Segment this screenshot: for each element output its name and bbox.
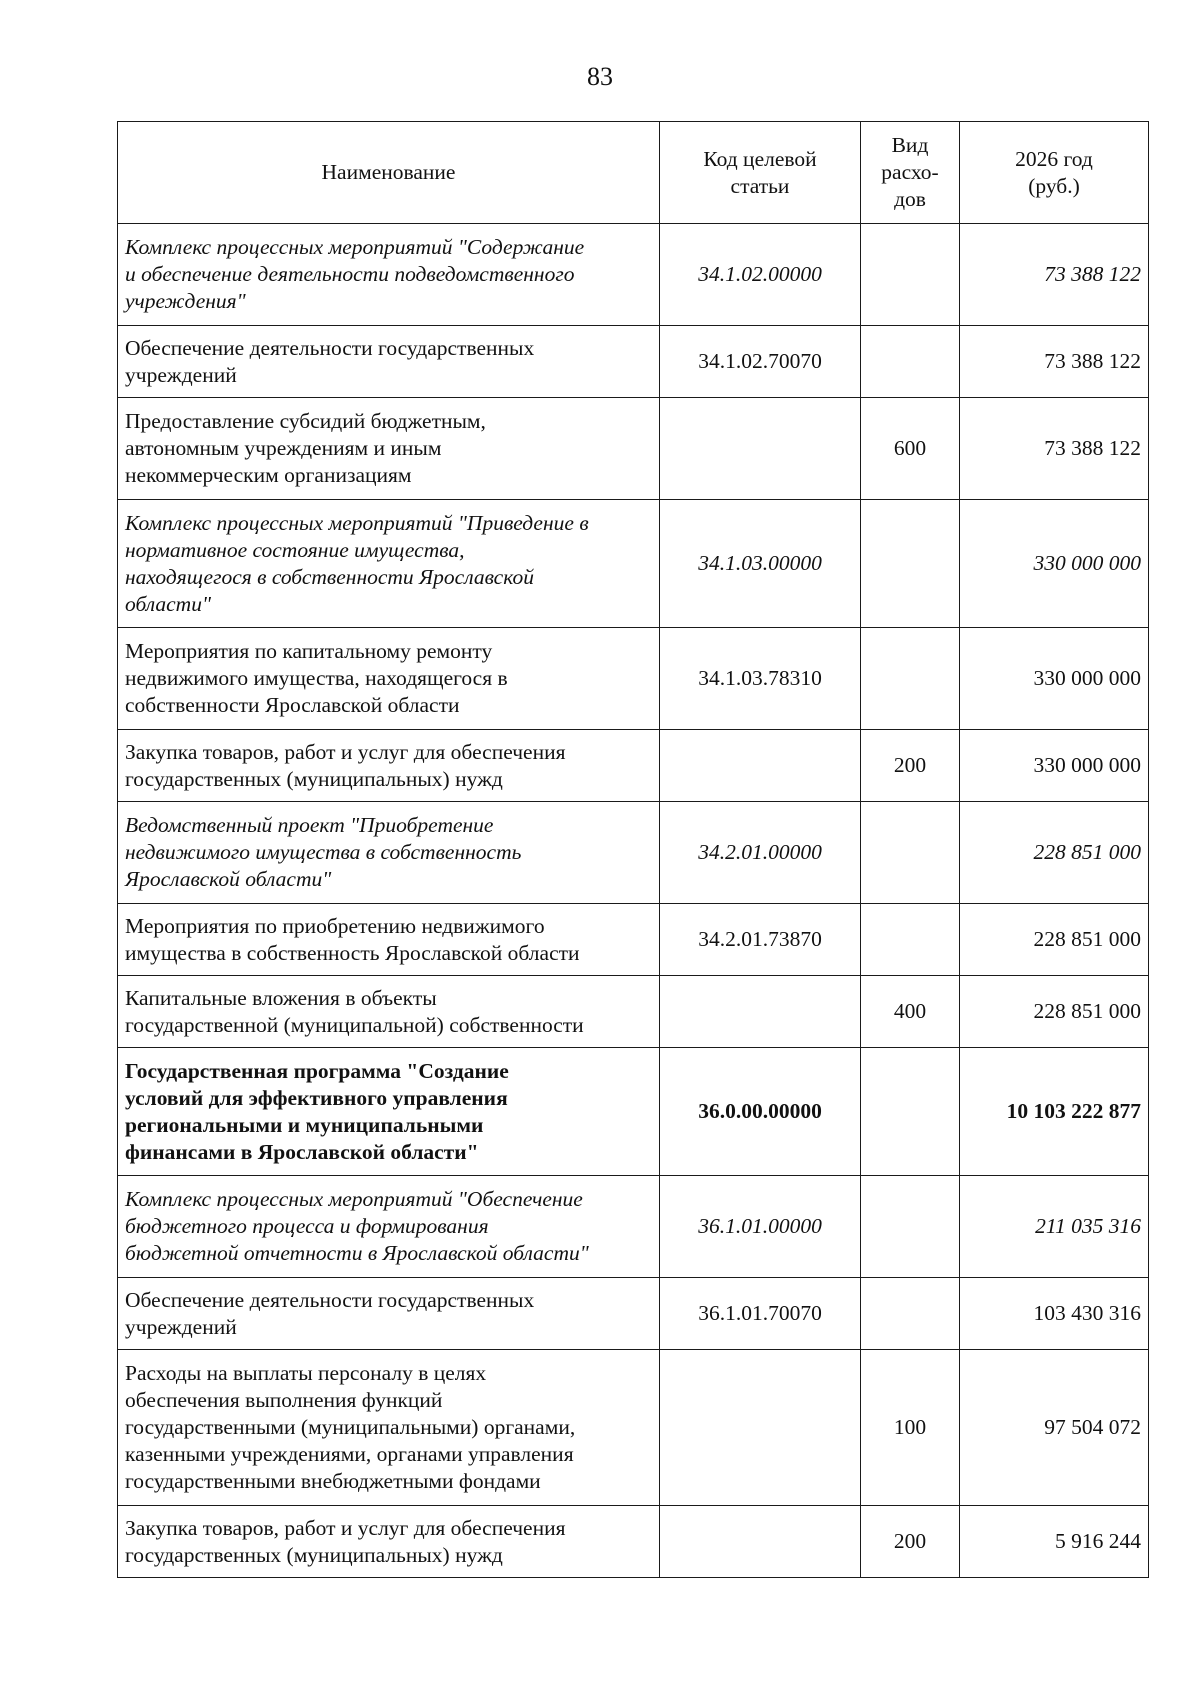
cell-expense-kind: 400 (861, 976, 960, 1048)
cell-name: Закупка товаров, работ и услуг для обеспечения государственных (муниципальных) нужд (118, 1506, 660, 1578)
cell-target-code: 34.1.03.78310 (660, 628, 861, 730)
table-row (118, 1350, 1149, 1506)
table-body (118, 224, 1149, 1578)
cell-expense-kind: 600 (861, 398, 960, 500)
cell-name: Закупка товаров, работ и услуг для обеспечения государственных (муниципальных) нужд (118, 730, 660, 802)
cell-expense-kind (861, 628, 960, 730)
cell-expense-kind (861, 1278, 960, 1350)
cell-amount: 10 103 222 877 (960, 1048, 1149, 1176)
header-target-code: Код целевой статьи (660, 122, 861, 224)
cell-amount: 73 388 122 (960, 398, 1149, 500)
cell-name: Ведомственный проект "Приобретение недвижимого имущества в собственность Ярославской области" (118, 802, 660, 904)
header-amount-2026: 2026 год (руб.) (960, 122, 1149, 224)
cell-amount: 73 388 122 (960, 224, 1149, 326)
cell-expense-kind: 200 (861, 730, 960, 802)
cell-amount: 103 430 316 (960, 1278, 1149, 1350)
cell-target-code (660, 730, 861, 802)
cell-expense-kind (861, 1048, 960, 1176)
cell-expense-kind (861, 224, 960, 326)
table-row (118, 802, 1149, 904)
cell-amount: 330 000 000 (960, 500, 1149, 628)
cell-target-code: 36.0.00.00000 (660, 1048, 861, 1176)
table-row (118, 1176, 1149, 1278)
cell-amount: 228 851 000 (960, 802, 1149, 904)
cell-target-code: 36.1.01.00000 (660, 1176, 861, 1278)
cell-name: Комплекс процессных мероприятий "Приведение в нормативное состояние имущества, находящегося в собственности Ярославской области" (118, 500, 660, 628)
cell-name: Расходы на выплаты персоналу в целях обеспечения выполнения функций государственными (муниципальными) органами, казенными учреждениями, органами управления государственными внебюджетными фондами (118, 1350, 660, 1506)
cell-target-code: 34.1.02.00000 (660, 224, 861, 326)
cell-name: Комплекс процессных мероприятий "Содержание и обеспечение деятельности подведомственного учреждения" (118, 224, 660, 326)
cell-target-code (660, 976, 861, 1048)
cell-amount: 228 851 000 (960, 904, 1149, 976)
table-row (118, 500, 1149, 628)
cell-name: Обеспечение деятельности государственных учреждений (118, 326, 660, 398)
cell-name: Мероприятия по капитальному ремонту недвижимого имущества, находящегося в собственности Ярославской области (118, 628, 660, 730)
cell-amount: 211 035 316 (960, 1176, 1149, 1278)
table-row (118, 326, 1149, 398)
table-row (118, 224, 1149, 326)
cell-name: Мероприятия по приобретению недвижимого имущества в собственность Ярославской области (118, 904, 660, 976)
cell-target-code: 34.1.02.70070 (660, 326, 861, 398)
cell-name: Обеспечение деятельности государственных учреждений (118, 1278, 660, 1350)
table-row (118, 1278, 1149, 1350)
cell-target-code (660, 1350, 861, 1506)
table-row (118, 1506, 1149, 1578)
cell-expense-kind: 200 (861, 1506, 960, 1578)
cell-expense-kind (861, 1176, 960, 1278)
cell-target-code: 36.1.01.70070 (660, 1278, 861, 1350)
cell-amount: 330 000 000 (960, 730, 1149, 802)
cell-amount: 73 388 122 (960, 326, 1149, 398)
header-expense-kind: Вид расхо- дов (861, 122, 960, 224)
table-row (118, 976, 1149, 1048)
cell-target-code: 34.2.01.00000 (660, 802, 861, 904)
header-name: Наименование (118, 122, 660, 224)
table-row (118, 1048, 1149, 1176)
cell-expense-kind (861, 500, 960, 628)
cell-amount: 5 916 244 (960, 1506, 1149, 1578)
cell-target-code (660, 1506, 861, 1578)
budget-table (117, 121, 1149, 1578)
cell-target-code (660, 398, 861, 500)
cell-amount: 330 000 000 (960, 628, 1149, 730)
table-row (118, 398, 1149, 500)
cell-expense-kind: 100 (861, 1350, 960, 1506)
table-row (118, 628, 1149, 730)
cell-target-code: 34.2.01.73870 (660, 904, 861, 976)
table-row (118, 730, 1149, 802)
cell-amount: 228 851 000 (960, 976, 1149, 1048)
cell-name: Государственная программа "Создание условий для эффективного управления региональными и муниципальными финансами в Ярославской области" (118, 1048, 660, 1176)
table-header (118, 122, 1149, 224)
cell-expense-kind (861, 326, 960, 398)
cell-expense-kind (861, 802, 960, 904)
cell-target-code: 34.1.03.00000 (660, 500, 861, 628)
page-number: 83 (587, 62, 613, 91)
cell-name: Предоставление субсидий бюджетным, автономным учреждениям и иным некоммерческим организациям (118, 398, 660, 500)
table-row (118, 904, 1149, 976)
cell-name: Капитальные вложения в объекты государственной (муниципальной) собственности (118, 976, 660, 1048)
cell-amount: 97 504 072 (960, 1350, 1149, 1506)
cell-expense-kind (861, 904, 960, 976)
cell-name: Комплекс процессных мероприятий "Обеспечение бюджетного процесса и формирования бюджетной отчетности в Ярославской области" (118, 1176, 660, 1278)
